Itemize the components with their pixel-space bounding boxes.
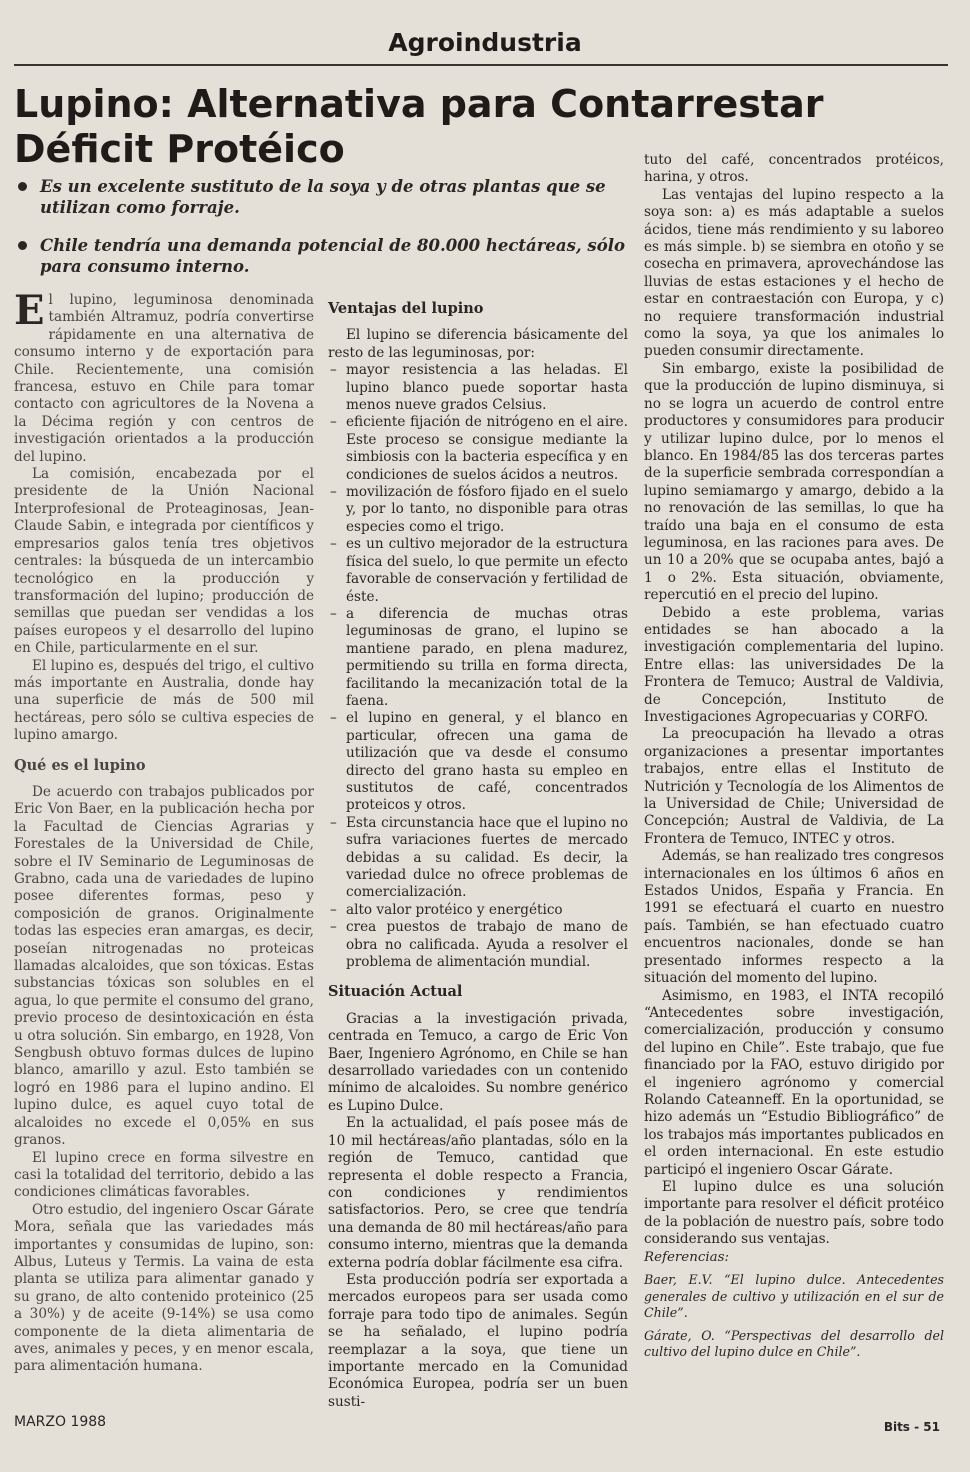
summary-bullet: Chile tendría una demanda potencial de 80.000 hectáreas, sólo para consumo interno.: [14, 235, 634, 277]
paragraph: La comisión, encabezada por el presidente de la Unión Nacional Interprofesional de Proteaginosas, Jean-Claude Sabin, e integrada por científicos y empresarios galos tenía tres objetivos centrales: la búsqueda de un intercambio tecnológico en la producción y transformación del lupino; producción de semillas que puedan ser vendidas a los países europeos y el desarrollo del lupino en Chile, particularmente en el sur.: [14, 466, 314, 657]
paragraph: Además, se han realizado tres congresos internacionales en los últimos 6 años en Estados Unidos, España y Francia. En 1991 se efectuará el cuarto en nuestro país. También, se han efectuado cuatro encuentros nacionales, donde se han presentado informes respecto a la situación del momento del lupino.: [644, 848, 944, 987]
column-1: [14, 287, 314, 1376]
paragraph: El lupino crece en forma silvestre en casi la totalidad del territorio, debido a las condiciones climáticas favorables.: [14, 1149, 314, 1201]
section-label: Agroindustria: [388, 28, 582, 57]
paragraph: La preocupación ha llevado a otras organizaciones a presentar importantes trabajos, entre ellas el Instituto de Nutrición y Tecnología de los Alimentos de la Universidad de Chile; Universidad de Concepción; Austral de Valdivia, de La Frontera de Temuco, INTEC y otros.: [644, 726, 944, 847]
summary-bullet: Es un excelente sustituto de la soya y de otras plantas que se utilizan como forraje.: [14, 176, 634, 218]
page-number: Bits - 51: [883, 1420, 940, 1434]
column-2: [328, 300, 628, 1411]
summary-bullets: [14, 176, 634, 294]
reference: Baer, E.V. “El lupino dulce. Antecedentes generales de cultivo y utilización en el sur de Chile”.: [644, 1272, 944, 1320]
paragraph: tuto del café, concentrados protéicos, harina, y otros.: [644, 152, 944, 186]
paragraph: [14, 287, 314, 466]
paragraph: Debido a este problema, varias entidades se han abocado a la investigación complementaria del lupino. Entre ellas: las universidades De la Frontera de Temuco; Austral de Valdivia, de Concepción, Instituto de Investigaciones Agropecuarias y CORFO.: [644, 604, 944, 725]
paragraph-text: l lupino, leguminosa denominada también Altramuz, podría convertirse rápidamente en una alternativa de consumo interno y de exportación para Chile. Recientemente, una comisión francesa, estuvo en Chile para tomar contacto con agricultores de la Novena a la Décima región y con centros de investigación orientados a la producción del lupino.: [14, 292, 314, 465]
list-item: – Esta circunstancia hace que el lupino no sufra variaciones fuertes de mercado debidas a su calidad. Es decir, la variedad dulce no ofrece problemas de comercialización.: [328, 815, 628, 902]
paragraph: El lupino dulce es una solución importante para resolver el déficit protéico de la población de nuestro país, sobre todo considerando sus ventajas.: [644, 1178, 944, 1248]
reference: Gárate, O. “Perspectivas del desarrollo del cultivo del lupino dulce en Chile”.: [644, 1327, 944, 1359]
list-item: – alto valor protéico y energético: [328, 902, 628, 919]
paragraph: Esta producción podría ser exportada a mercados europeos para ser usada como forraje para todo tipo de animales. Según se ha señalado, el lupino podría reemplazar a la soya, que tiene un importante mercado en la Comunidad Económica Europea, podría ser un buen susti-: [328, 1271, 628, 1410]
issue-date: MARZO 1988: [14, 1414, 107, 1430]
drop-cap: E: [14, 287, 45, 334]
paragraph: De acuerdo con trabajos publicados por Eric Von Baer, en la publicación hecha por la Facultad de Ciencias Agrarias y Forestales de la Universidad de Chile, sobre el IV Seminario de Leguminosas de Grabno, cada una de variedades de lupino posee diferentes formas, peso y composición de granos. Originalmente todas las especies eran amargas, es decir, poseían nitrogenadas no proteicas llamadas alcaloides, que son tóxicas. Estas substancias tóxicas son solubles en el agua, lo que permite el consumo del grano, previo proceso de desintoxicación en ésta u otra solución. Sin embargo, en 1928, Von Sengbush obtuvo formas dulces de lupino blanco, amarillo y azul. Esto también se logró en 1986 para el lupino andino. El lupino dulce, es aquel cuyo total de alcaloides no excede el 0,05% en sus granos.: [14, 783, 314, 1149]
article-title: Lupino: Alternativa para Contarrestar Déficit Protéico: [14, 82, 824, 171]
references-title: Referencias:: [644, 1249, 729, 1265]
paragraph: En la actualidad, el país posee más de 10 mil hectáreas/año plantadas, sólo en la región de Temuco, cantidad que representa el doble respecto a Francia, con condiciones y rendimientos satisfactorios. Pero, se cree que tendría una demanda de 80 mil hectáreas/año para consumo interno, mientras que la demanda externa podría doblar fácilmente esa cifra.: [328, 1115, 628, 1271]
paragraph: Otro estudio, del ingeniero Oscar Gárate Mora, señala que las variedades más importantes y consumidas de lupino, son: Albus, Luteus y Termis. La vaina de esta planta se utiliza para alimentar ganado y su grano, de alto contenido proteinico (25 a 30%) y de aceite (9-14%) se usa como componente de la dieta alimentaria de aves, animales y peces, y en menor escala, para alimentación humana.: [14, 1201, 314, 1375]
header-rule: [14, 64, 948, 66]
column-3: [644, 152, 944, 1361]
subheading: Situación Actual: [328, 983, 463, 1001]
subheading: Ventajas del lupino: [328, 300, 484, 317]
subheading: Qué es el lupino: [14, 756, 146, 774]
paragraph: El lupino es, después del trigo, el cultivo más importante en Australia, donde hay una superficie de más de 500 mil hectáreas, pero sólo se cultiva especies de lupino amargo.: [14, 657, 314, 744]
list-item: – movilización de fósforo fijado en el suelo y, por lo tanto, no disponible para otras especies como el trigo.: [328, 484, 628, 536]
list-item: – eficiente fijación de nitrógeno en el aire. Este proceso se consigue mediante la simbiosis con la bacteria específica y en condiciones de suelos ácidos a neutros.: [328, 414, 628, 484]
paragraph: Las ventajas del lupino respecto a la soya son: a) es más adaptable a suelos ácidos, tiene más rendimiento y su laboreo es más simple. b) se siembra en otoño y se cosecha en primavera, aprovechándose las lluvias de estas estaciones y el hecho de estar en contraestación con Europa, y c) no requiere transformación industrial como la soya, ya que los animales lo pueden consumir directamente.: [644, 186, 944, 360]
list-item: – mayor resistencia a las heladas. El lupino blanco puede soportar hasta menos nueve grados Celsius.: [328, 362, 628, 414]
list-item: – crea puestos de trabajo de mano de obra no calificada. Ayuda a resolver el problema de alimentación mundial.: [328, 919, 628, 971]
paragraph: Gracias a la investigación privada, centrada en Temuco, a cargo de Eric Von Baer, Ingeniero Agrónomo, en Chile se han desarrollado variedades con un contenido mínimo de alcaloides. Su nombre genérico es Lupino Dulce.: [328, 1010, 628, 1114]
list-item: – es un cultivo mejorador de la estructura física del suelo, lo que permite un efecto favorable de conservación y fertilidad de éste.: [328, 536, 628, 606]
list-item: – el lupino en general, y el blanco en particular, ofrecen una gama de utilización que va desde el consumo directo del grano hasta su empleo en sustitutos de café, concentrados proteicos y otros.: [328, 710, 628, 814]
paragraph: Asimismo, en 1983, el INTA recopiló “Antecedentes sobre investigación, comercialización, producción y consumo del lupino en Chile”. Este trabajo, que fue financiado por la FAO, estuvo dirigido por el ingeniero agrónomo y comercial Rolando Cateanneff. En la oportunidad, se hizo además un “Estudio Bibliográfico” de los trabajos más importantes publicados en el orden internacional. En este estudio participó el ingeniero Oscar Gárate.: [644, 987, 944, 1178]
list-item: – a diferencia de muchas otras leguminosas de grano, el lupino se mantiene parado, en plena madurez, permitiendo su trilla en forma directa, facilitando la mecanización total de la faena.: [328, 606, 628, 710]
paragraph: El lupino se diferencia básicamente del resto de las leguminosas, por:: [328, 327, 628, 361]
paragraph: Sin embargo, existe la posibilidad de que la producción de lupino disminuya, si no se logra un acuerdo de control entre productores y consumidores para producir y utilizar lupino dulce, por lo menos el blanco. En 1984/85 las dos terceras partes de la superficie sembrada correspondían a lupino semiamargo y amargo, debido a la no renovación de las semillas, lo que ha traído una baja en el consumo de esta leguminosa, en las raciones para aves. De un 10 a 20% que se ocupaba antes, bajó a 1 o 2%. Esta situación, obviamente, repercutió en el precio del lupino.: [644, 360, 944, 604]
